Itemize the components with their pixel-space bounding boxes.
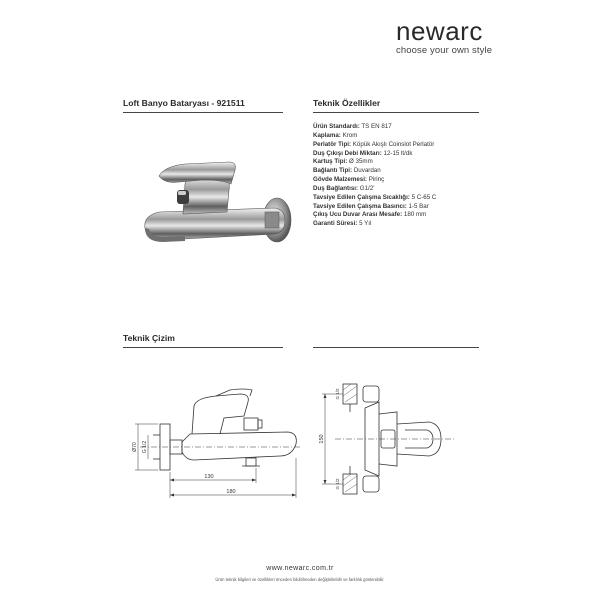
spec-list <box>313 123 553 229</box>
drawing-title: Teknik Çizim <box>123 333 175 343</box>
drawing-title-rule-right <box>313 347 479 348</box>
spec-row: Kaplama: Krom <box>313 131 358 139</box>
spec-row: Tavsiye Edilen Çalışma Basıncı: 1-5 Bar <box>313 202 429 210</box>
footer-disclaimer: Ürün teknik bilgileri ve özellikleri önceden bildirilmeden değiştirilebilir ve farklılık gösterebilir. <box>215 577 385 582</box>
spec-row: Tavsiye Edilen Çalışma Sıcaklığı: 5 C-65 C <box>313 193 437 201</box>
specs-title-rule <box>313 112 479 113</box>
spec-row: Perlatör Tipi: Köpük Akışlı Coinslot Perlatör <box>313 140 435 148</box>
product-title: Loft Banyo Bataryası - 921511 <box>123 98 245 108</box>
footer-url[interactable]: www.newarc.com.tr <box>266 565 334 572</box>
spec-row: Bağlantı Tipi: Duvardan <box>313 167 381 175</box>
dim-thread-side: G 1/2 <box>142 440 148 454</box>
spec-row: Çıkış Ucu Duvar Arası Mesafe: 180 mm <box>313 211 427 219</box>
dim-thread-top: G 1/2 <box>335 388 340 400</box>
spec-row: Garanti Süresi: 5 Yıl <box>313 220 372 228</box>
brand-logo <box>396 18 586 56</box>
dim-diameter-70: Ø70 <box>132 442 138 452</box>
dim-150: 150 <box>319 434 325 444</box>
spec-row: Ürün Standardı: TS EN 817 <box>313 123 392 130</box>
specs-title: Teknik Özellikler <box>313 98 381 108</box>
side-view-drawing <box>120 380 305 505</box>
spec-row: Duş Çıkışı Debi Miktarı: 12-15 lt/dk <box>313 149 413 157</box>
front-view-drawing <box>305 370 465 510</box>
product-title-rule <box>123 112 283 113</box>
spec-row: Kartuş Tipi: Ø 35mm <box>313 158 373 166</box>
dim-130: 130 <box>204 474 214 480</box>
brand-tagline: choose your own style <box>396 45 493 56</box>
brand-name: newarc <box>396 16 483 46</box>
spec-row: Duş Bağlantısı: G1/2' <box>313 184 375 192</box>
drawing-title-rule <box>123 347 283 348</box>
spec-row: Gövde Malzemesi: Pirinç <box>313 176 385 184</box>
dim-180: 180 <box>226 489 236 495</box>
dim-thread-bottom: G 1/2 <box>335 478 340 490</box>
product-photo <box>125 150 305 260</box>
